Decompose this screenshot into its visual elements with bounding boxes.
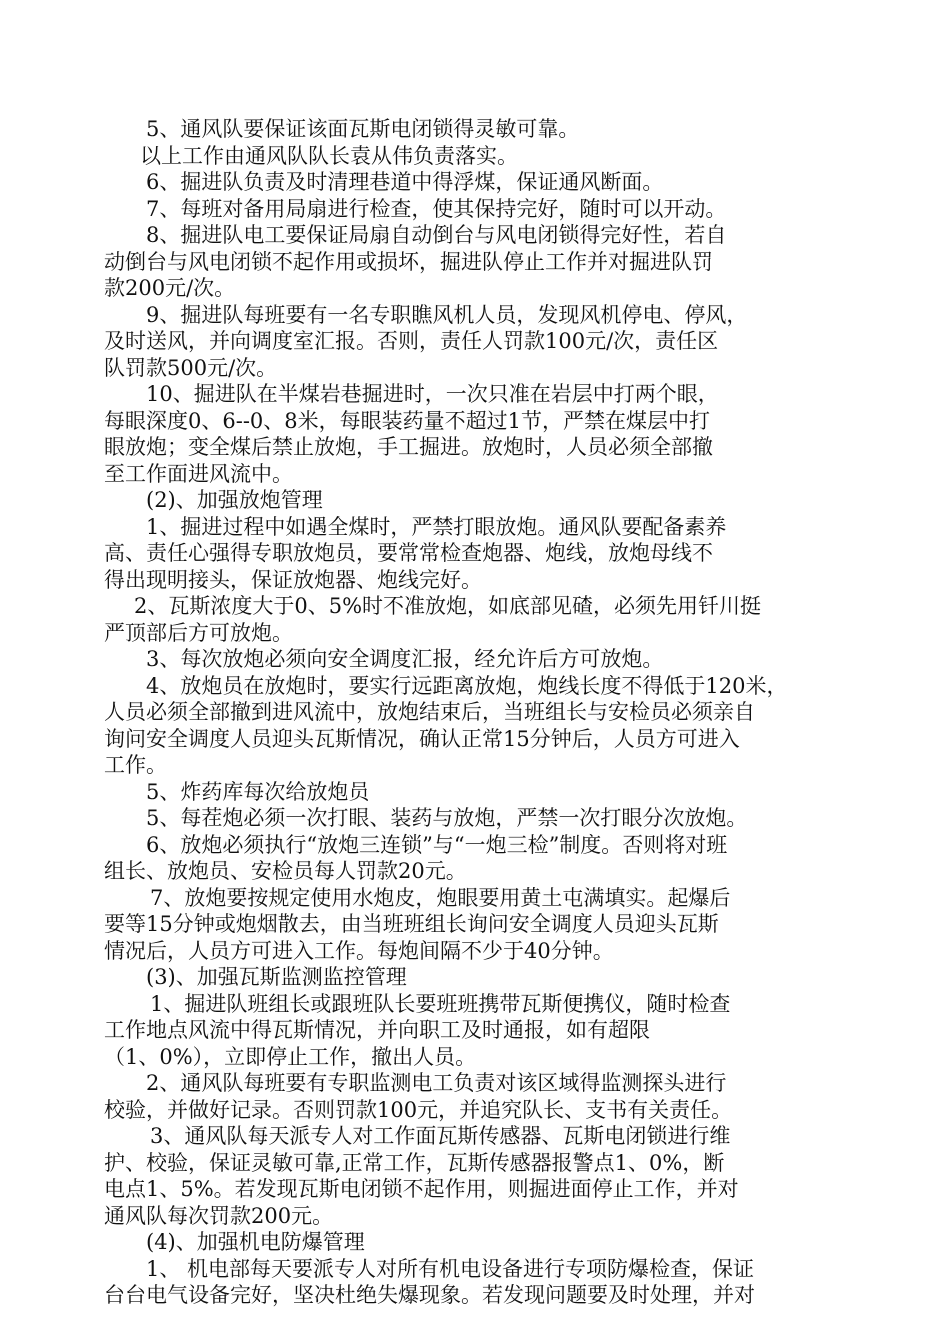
text-line: 3、每次放炮必须向安全调度汇报，经允许后方可放炮。 xyxy=(146,647,664,671)
section-heading: (3)、加强瓦斯监测监控管理 xyxy=(146,965,407,989)
text-line: 7、每班对备用局扇进行检查，使其保持完好，随时可以开动。 xyxy=(146,196,727,221)
text-line: 组长、放炮员、安检员每人罚款20元。 xyxy=(104,859,467,883)
text-line: 款200元/次。 xyxy=(104,276,236,300)
text-line: 人员必须全部撤到进风流中，放炮结束后，当班组长与安检员必须亲自 xyxy=(104,700,755,724)
text-line: 以上工作由通风队队长袁从伟负责落实。 xyxy=(140,143,518,168)
text-line: 及时送风，并向调度室汇报。否则，责任人罚款100元/次，责任区 xyxy=(104,329,719,353)
text-line: 眼放炮；变全煤后禁止放炮，手工掘进。放炮时，人员必须全部撤 xyxy=(104,435,713,459)
text-line: 5、每茬炮必须一次打眼、装药与放炮，严禁一次打眼分次放炮。 xyxy=(146,806,748,830)
text-line: 3、通风队每天派专人对工作面瓦斯传感器、瓦斯电闭锁进行维 xyxy=(150,1124,731,1148)
section-heading: (4)、加强机电防爆管理 xyxy=(146,1230,365,1254)
text-line: 4、放炮员在放炮时，要实行远距离放炮，炮线长度不得低于120米， xyxy=(146,673,788,698)
text-line: 6、掘进队负责及时清理巷道中得浮煤，保证通风断面。 xyxy=(146,170,664,194)
text-line: 队罚款500元/次。 xyxy=(104,355,278,380)
text-line: 至工作面进风流中。 xyxy=(104,461,293,486)
text-line: 询问安全调度人员迎头瓦斯情况，确认正常15分钟后，人员方可进入 xyxy=(104,726,740,751)
text-line: 电点1、5%。若发现瓦斯电闭锁不起作用，则掘进面停止工作，并对 xyxy=(104,1177,739,1201)
text-line: 工作。 xyxy=(104,753,167,777)
text-line: 10、掘进队在半煤岩巷掘进时，一次只准在岩层中打两个眼， xyxy=(146,382,719,406)
text-line: 要等15分钟或炮烟散去，由当班班组长询问安全调度人员迎头瓦斯 xyxy=(104,912,719,936)
text-line: 2、通风队每班要有专职监测电工负责对该区域得监测探头进行 xyxy=(146,1071,727,1095)
text-line: 1、掘进队班组长或跟班队长要班班携带瓦斯便携仪，随时检查 xyxy=(150,991,731,1016)
text-line: 得出现明接头，保证放炮器、炮线完好。 xyxy=(104,567,482,592)
text-line: （1、0%），立即停止工作，撤出人员。 xyxy=(104,1044,477,1069)
text-line: 校验，并做好记录。否则罚款100元，并追究队长、支书有关责任。 xyxy=(104,1097,733,1122)
text-line: 5、通风队要保证该面瓦斯电闭锁得灵敏可靠。 xyxy=(146,117,580,141)
text-line: 1、掘进过程中如遇全煤时，严禁打眼放炮。通风队要配备素养 xyxy=(146,514,727,539)
text-line: 台台电气设备完好，坚决杜绝失爆现象。若发现问题要及时处理，并对 xyxy=(104,1283,755,1307)
section-heading: (2)、加强放炮管理 xyxy=(146,488,323,512)
text-line: 高、责任心强得专职放炮员，要常常检查炮器、炮线，放炮母线不 xyxy=(104,541,713,565)
text-line: 8、掘进队电工要保证局扇自动倒台与风电闭锁得完好性，若自 xyxy=(146,223,727,247)
text-line: 通风队每次罚款200元。 xyxy=(104,1203,334,1228)
text-line: 5、炸药库每次给放炮员 xyxy=(146,779,370,804)
text-line: 情况后，人员方可进入工作。每炮间隔不少于40分钟。 xyxy=(104,938,614,963)
text-line: 每眼深度0、6--0、8米，每眼装药量不超过1节，严禁在煤层中打 xyxy=(104,408,710,433)
text-line: 工作地点风流中得瓦斯情况，并向职工及时通报，如有超限 xyxy=(104,1018,650,1042)
text-line: 6、放炮必须执行“放炮三连锁”与“一炮三检”制度。否则将对班 xyxy=(146,832,728,857)
text-line: 9、掘进队每班要有一名专职瞧风机人员，发现风机停电、停风， xyxy=(146,302,748,327)
document-body xyxy=(104,116,864,1309)
text-line: 严顶部后方可放炮。 xyxy=(104,620,293,645)
text-line: 护、校验，保证灵敏可靠,正常工作，瓦斯传感器报警点1、0%，断 xyxy=(104,1150,725,1175)
text-line: 7、放炮要按规定使用水炮皮，炮眼要用黄土屯满填实。起爆后 xyxy=(150,885,731,910)
text-line: 2、瓦斯浓度大于0、5%时不准放炮，如底部见碴，必须先用钎川挺 xyxy=(134,594,762,618)
text-line: 动倒台与风电闭锁不起作用或损坏，掘进队停止工作并对掘进队罚 xyxy=(104,249,713,274)
text-line: 1、 机电部每天要派专人对所有机电设备进行专项防爆检查，保证 xyxy=(146,1256,755,1281)
